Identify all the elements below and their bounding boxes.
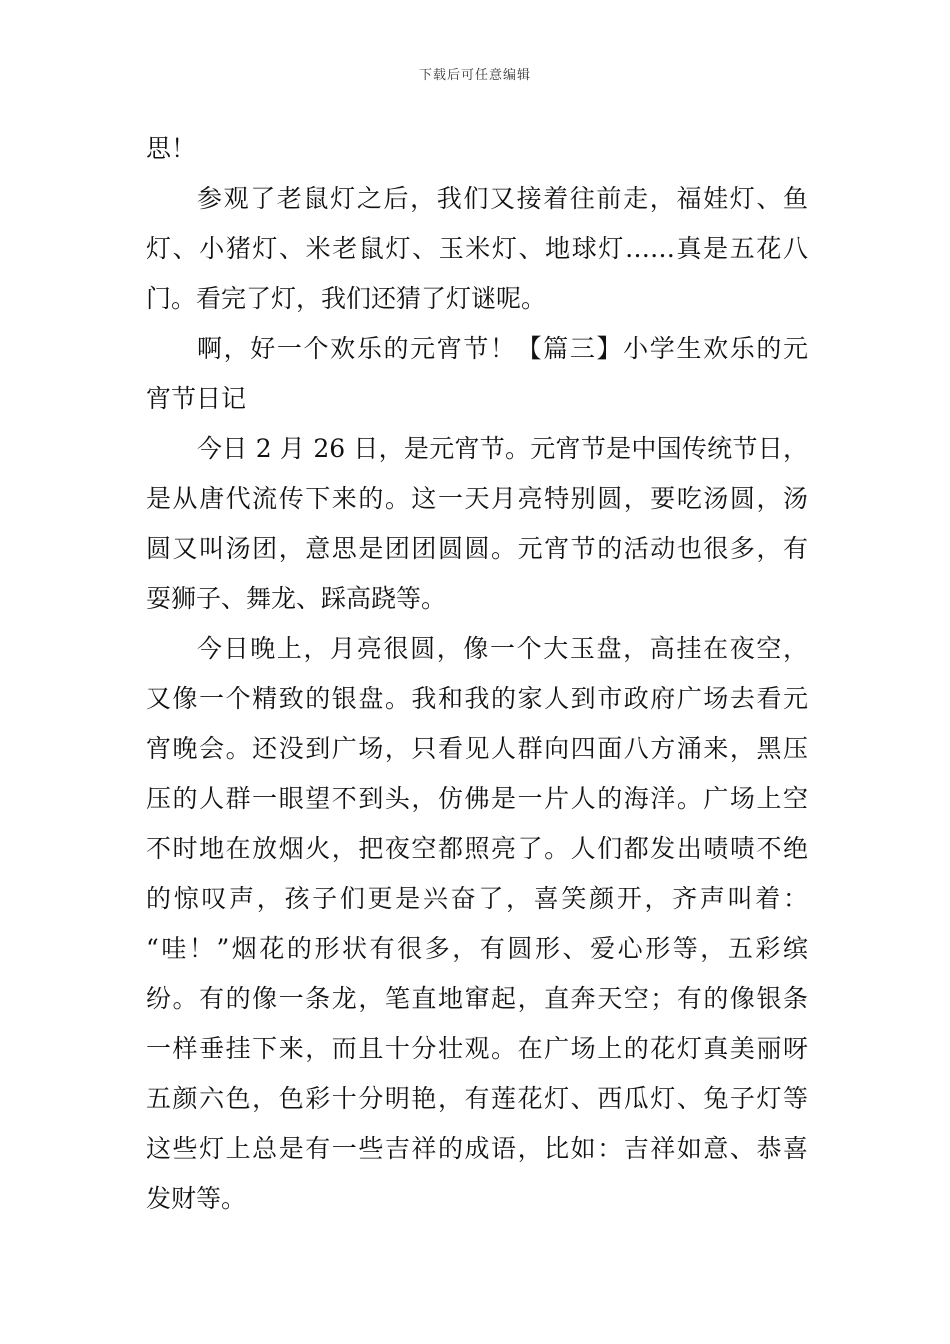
text-line: 宵节日记: [146, 384, 247, 413]
document-body: [146, 124, 808, 1224]
text-line: “哇！”烟花的形状有很多，有圆形、爱心形等，五彩缤: [146, 934, 808, 963]
text-line: 发财等。: [146, 1184, 247, 1213]
text-line: 啊，好一个欢乐的元宵节！【篇三】小学生欢乐的元: [197, 334, 808, 363]
text-line: 这些灯上总是有一些吉祥的成语，比如：吉祥如意、恭喜: [146, 1134, 808, 1163]
text-line: 今日晚上，月亮很圆，像一个大玉盘，高挂在夜空，: [197, 634, 808, 663]
text-line: 的惊叹声，孩子们更是兴奋了，喜笑颜开，齐声叫着：: [146, 884, 808, 913]
text-line: 宵晚会。还没到广场，只看见人群向四面八方涌来，黑压: [146, 734, 808, 763]
text-line: 一样垂挂下来，而且十分壮观。在广场上的花灯真美丽呀: [146, 1034, 808, 1063]
text-line: 灯、小猪灯、米老鼠灯、玉米灯、地球灯……真是五花八: [146, 234, 808, 263]
text-line: 今日 2 月 26 日，是元宵节。元宵节是中国传统节日，: [197, 434, 808, 463]
text-line: 压的人群一眼望不到头，仿佛是一片人的海洋。广场上空: [146, 784, 808, 813]
text-line: 不时地在放烟火，把夜空都照亮了。人们都发出啧啧不绝: [146, 834, 808, 863]
text-line: 门。看完了灯，我们还猜了灯谜呢。: [146, 284, 547, 313]
text-line: 五颜六色，色彩十分明艳，有莲花灯、西瓜灯、兔子灯等: [146, 1084, 808, 1113]
text-line: 思！: [146, 134, 197, 163]
text-line: 参观了老鼠灯之后，我们又接着往前走，福娃灯、鱼: [197, 184, 808, 213]
text-line: 耍狮子、舞龙、踩高跷等。: [146, 584, 447, 613]
text-line: 是从唐代流传下来的。这一天月亮特别圆，要吃汤圆，汤: [146, 484, 808, 513]
text-line: 圆又叫汤团，意思是团团圆圆。元宵节的活动也很多，有: [146, 534, 808, 563]
text-line: 纷。有的像一条龙，笔直地窜起，直奔天空；有的像银条: [146, 984, 808, 1013]
page-header: 下载后可任意编辑: [418, 68, 531, 83]
text-line: 又像一个精致的银盘。我和我的家人到市政府广场去看元: [146, 684, 808, 713]
